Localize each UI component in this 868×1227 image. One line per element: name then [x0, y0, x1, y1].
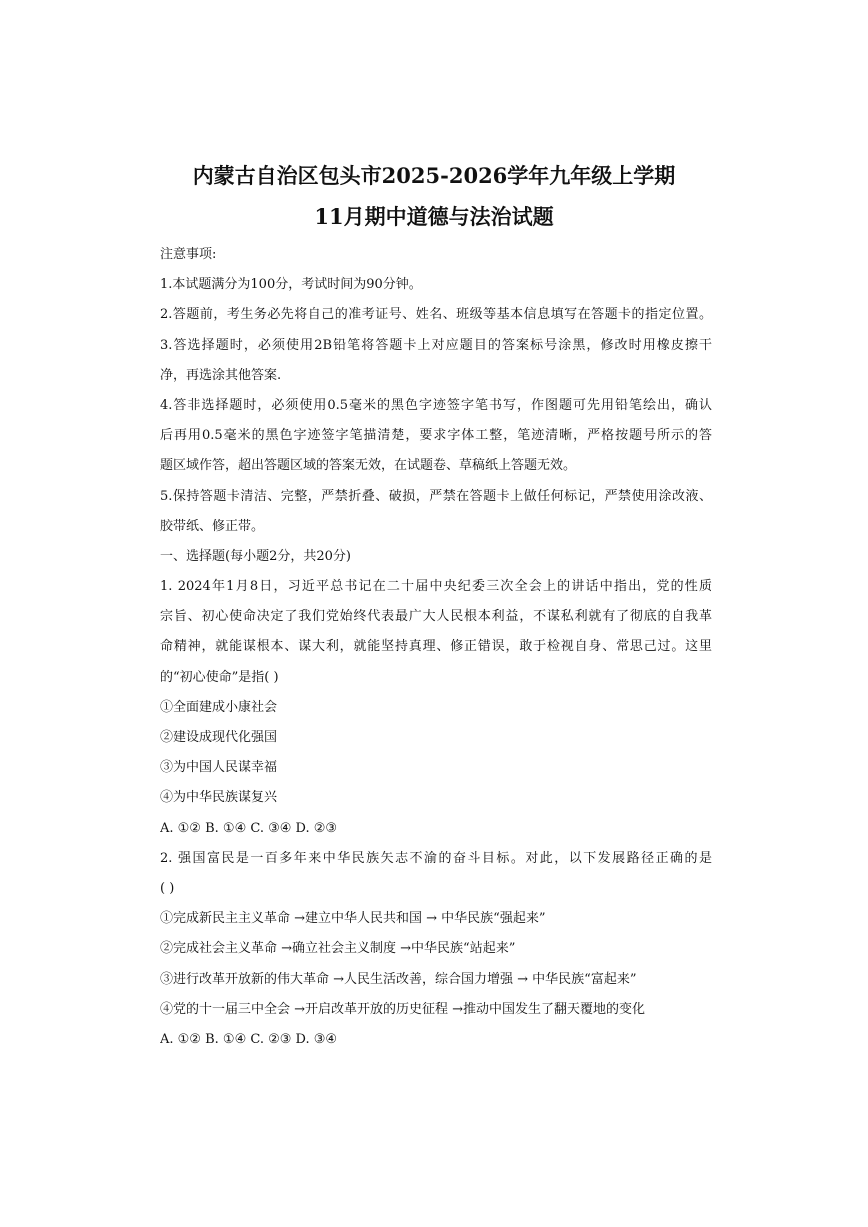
q2-options: A. ①② B. ①④ C. ②③ D. ③④ — [160, 1031, 338, 1047]
q1-stem-line-1: 1. 2024年1月8日，习近平总书记在二十届中央纪委三次全会上的讲话中指出，党的性质 — [160, 579, 712, 595]
q2-item-4: ④党的十一届三中全会 →开启改革开放的历史征程 →推动中国发生了翻天覆地的变化 — [160, 1001, 646, 1017]
q2-item-3: ③进行改革开放新的伟大革命 →人民生活改善，综合国力增强 → 中华民族“富起来” — [160, 971, 637, 987]
notice-heading: 注意事项: — [160, 247, 217, 262]
exam-title-line-2: 11月期中道德与法治试题 — [314, 204, 554, 229]
notice-item-1: 1.本试题满分为100分，考试时间为90分钟。 — [160, 277, 422, 293]
notice-item-4-cont-1: 后再用0.5毫米的黑色字迹签字笔描清楚，要求字体工整，笔迹清晰，严格按题号所示的答 — [160, 428, 712, 444]
exam-title-line-1: 内蒙古自治区包头市2025-2026学年九年级上学期 — [192, 163, 676, 188]
notice-item-4-cont-2: 题区域作答，超出答题区域的答案无效，在试题卷、草稿纸上答题无效。 — [160, 458, 577, 474]
notice-item-5-cont: 胶带纸、修正带。 — [160, 518, 265, 534]
q2-item-2: ②完成社会主义革命 →确立社会主义制度 →中华民族“站起来” — [160, 941, 516, 957]
q2-stem-line-1: 2. 强国富民是一百多年来中华民族矢志不渝的奋斗目标。对此，以下发展路径正确的是 — [160, 850, 712, 866]
exam-body — [160, 240, 712, 1055]
q2-stem-line-2: ( ) — [160, 880, 175, 896]
q1-stem-line-3: 命精神，就能谋根本、谋大利，就能坚持真理、修正错误，敢于检视自身、常思己过。这里 — [160, 639, 712, 655]
q1-item-3: ③为中国人民谋幸福 — [160, 760, 278, 776]
notice-item-5: 5.保持答题卡清洁、完整，严禁折叠、破损，严禁在答题卡上做任何标记，严禁使用涂改液、 — [160, 488, 712, 504]
q1-stem-line-2: 宗旨、初心使命决定了我们党始终代表最广大人民根本利益，不谋私利就有了彻底的自我革 — [160, 609, 712, 625]
q1-item-4: ④为中华民族谋复兴 — [160, 790, 278, 806]
notice-item-3: 3.答选择题时，必须使用2B铅笔将答题卡上对应题目的答案标号涂黑，修改时用橡皮擦干 — [160, 337, 712, 353]
q1-item-1: ①全面建成小康社会 — [160, 699, 278, 715]
notice-item-2: 2.答题前，考生务必先将自己的准考证号、姓名、班级等基本信息填写在答题卡的指定位置。 — [160, 307, 712, 323]
q1-options: A. ①② B. ①④ C. ③④ D. ②③ — [160, 820, 338, 836]
q1-stem-line-4: 的“初心使命”是指( ) — [160, 669, 279, 685]
notice-item-4: 4.答非选择题时，必须使用0.5毫米的黑色字迹签字笔书写，作图题可先用铅笔绘出，确认 — [160, 397, 712, 413]
q1-item-2: ②建设成现代化强国 — [160, 730, 278, 745]
q2-item-1: ①完成新民主主义革命 →建立中华人民共和国 → 中华民族“强起来” — [160, 911, 546, 927]
section-1-heading: 一、选择题(每小题2分，共20分) — [160, 548, 351, 564]
notice-item-3-cont: 净，再选涂其他答案. — [160, 367, 282, 383]
